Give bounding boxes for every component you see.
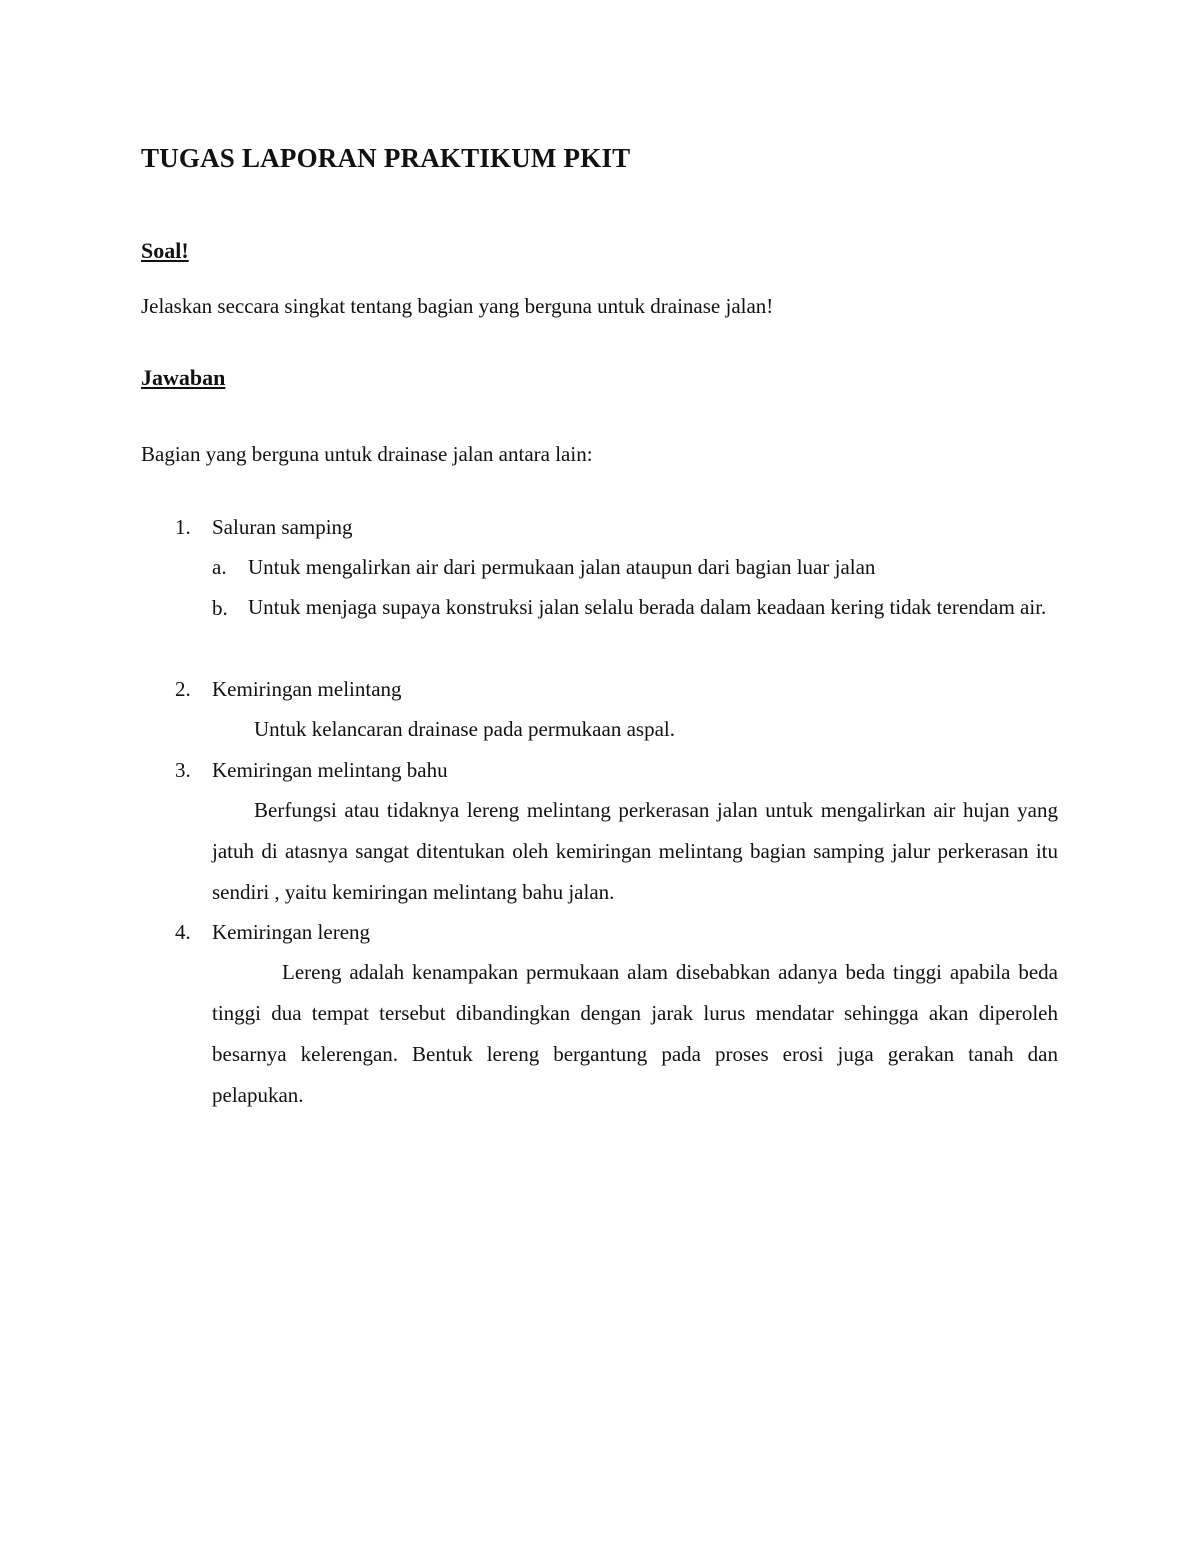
sublist-item-letter: b. [212, 596, 228, 620]
question-text: Jelaskan seccara singkat tentang bagian yang berguna untuk drainase jalan! [141, 294, 774, 318]
sublist-item-letter: a. [212, 555, 227, 579]
sublist-item-text: Untuk mengalirkan air dari permukaan jalan ataupun dari bagian luar jalan [248, 555, 876, 579]
sublist-item-text-content: Untuk menjaga supaya konstruksi jalan selalu berada dalam keadaan kering tidak terendam air. [248, 595, 1047, 619]
answer-heading: Jawaban [141, 365, 226, 390]
question-heading: Soal! [141, 238, 189, 263]
document-title: TUGAS LAPORAN PRAKTIKUM PKIT [141, 143, 631, 173]
list-item-number: 3. [175, 758, 191, 782]
list-item-label: Kemiringan lereng [212, 920, 371, 944]
list-item-label: Saluran samping [212, 515, 353, 539]
sublist-item-text [248, 587, 1058, 628]
list-item-label: Kemiringan melintang bahu [212, 758, 448, 782]
answer-intro: Bagian yang berguna untuk drainase jalan antara lain: [141, 442, 593, 466]
list-item-description [212, 790, 1058, 913]
list-item-description-content: Berfungsi atau tidaknya lereng melintang perkerasan jalan untuk mengalirkan air hujan yang jatuh di atasnya sangat ditentukan oleh kemiringan melintang bagian samping jalur perkerasan itu sendiri , yaitu kemiringan melintang bahu jalan. [212, 798, 1058, 904]
list-item-number: 2. [175, 677, 191, 701]
list-item-description [212, 952, 1058, 1116]
list-item-description-content: Lereng adalah kenampakan permukaan alam disebabkan adanya beda tinggi apabila beda tinggi dua tempat tersebut dibandingkan dengan jarak lurus mendatar sehingga akan diperoleh besarnya kelerengan. Bentuk lereng bergantung pada proses erosi juga gerakan tanah dan pelapukan. [212, 960, 1058, 1107]
list-item-label: Kemiringan melintang [212, 677, 402, 701]
list-item-number: 4. [175, 920, 191, 944]
list-item-number: 1. [175, 515, 191, 539]
list-item-description: Untuk kelancaran drainase pada permukaan aspal. [254, 717, 675, 741]
